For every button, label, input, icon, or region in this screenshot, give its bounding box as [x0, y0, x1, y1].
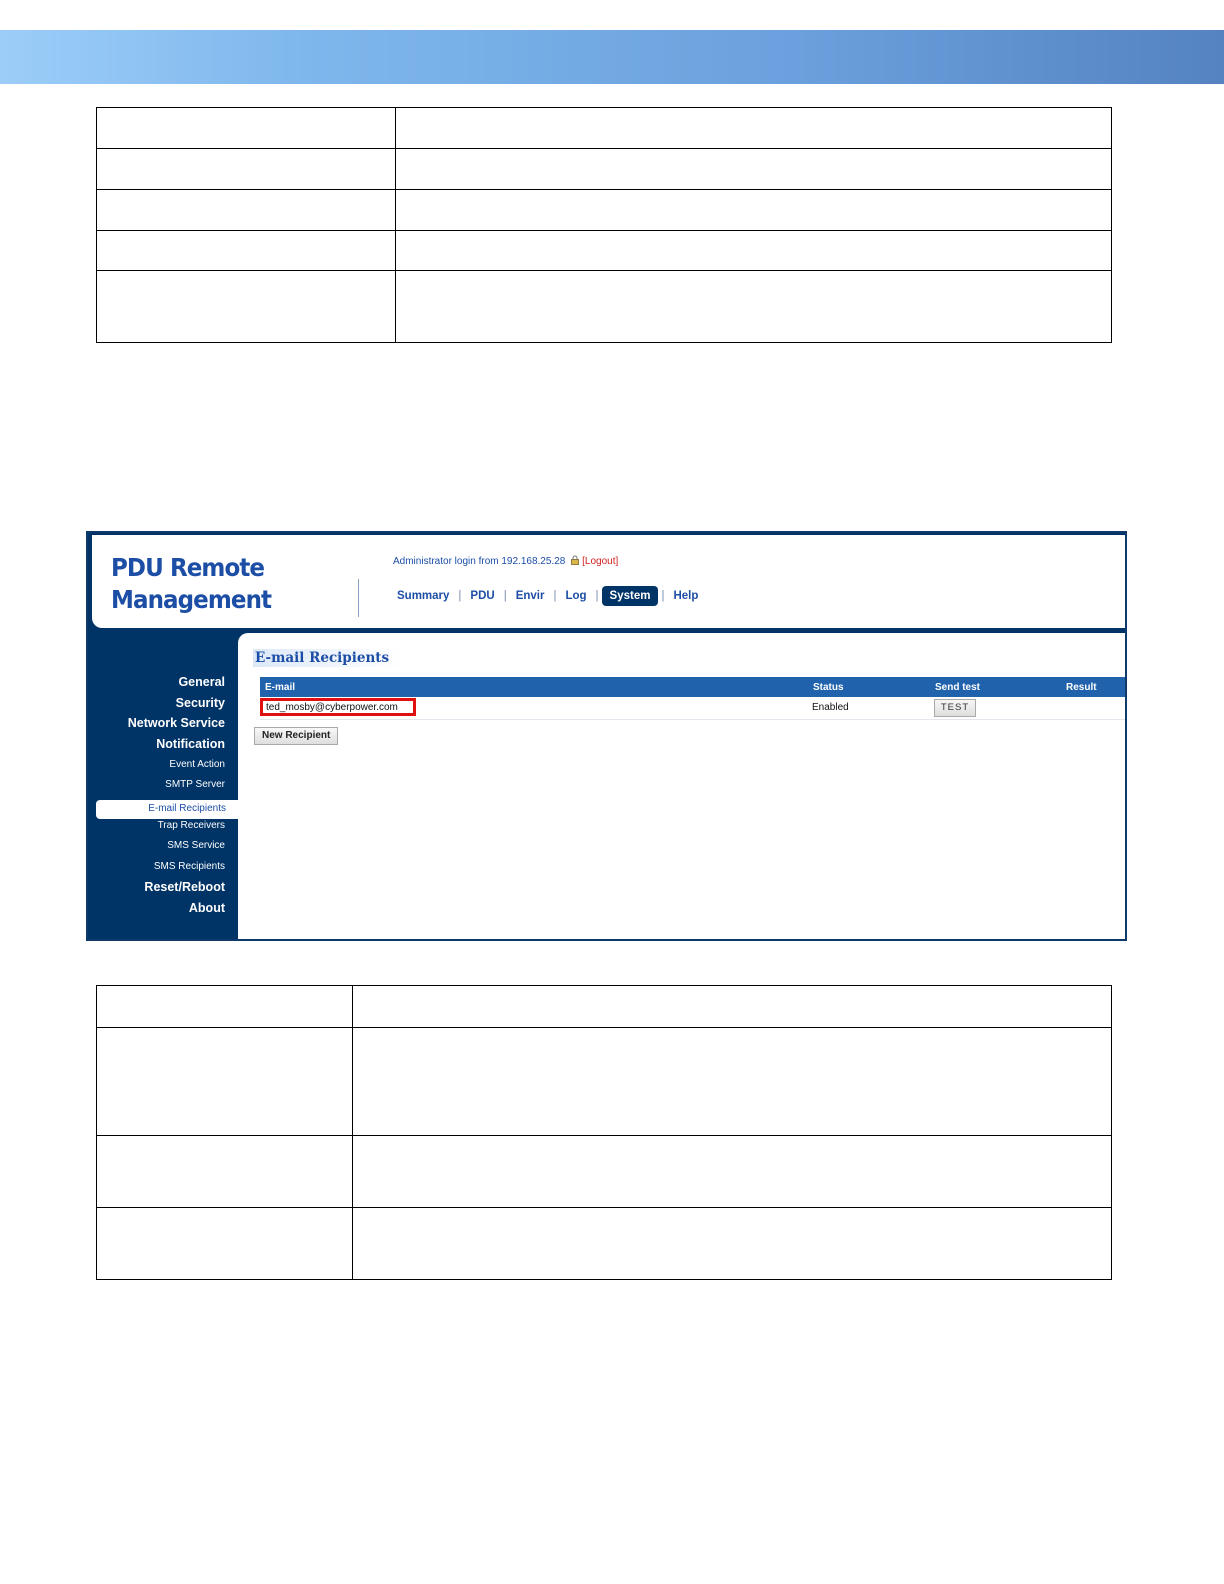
sidebar-item-network-service[interactable]: Network Service: [127, 716, 225, 730]
nav-pdu[interactable]: PDU: [470, 590, 495, 602]
test-button[interactable]: TEST: [934, 699, 976, 717]
recipient-email-link[interactable]: ted_mosby@cyberpower.com: [260, 698, 416, 716]
header-divider: [358, 579, 359, 617]
recipient-status: Enabled: [812, 702, 849, 713]
logo-line-1: PDU Remote: [111, 553, 265, 582]
sidebar-item-general[interactable]: General: [178, 675, 225, 689]
nav-separator: |: [458, 590, 462, 602]
sidebar-item-notification[interactable]: Notification: [156, 737, 225, 751]
sidebar-item-event-action[interactable]: Event Action: [169, 759, 225, 770]
main-content: [238, 633, 1125, 939]
app-logo[interactable]: [111, 552, 271, 616]
nav-envir[interactable]: Envir: [515, 590, 545, 602]
column-header-email: E-mail: [265, 682, 296, 693]
login-status: [393, 555, 618, 567]
nav-log[interactable]: Log: [565, 590, 587, 602]
login-text: Administrator login from 192.168.25.28: [393, 556, 566, 567]
table-cell: [353, 1028, 1112, 1136]
nav-separator: |: [661, 590, 665, 602]
table-cell: [396, 231, 1112, 271]
logout-link[interactable]: [Logout]: [582, 556, 619, 567]
table-cell: [353, 1136, 1112, 1208]
sidebar-item-about[interactable]: About: [188, 901, 225, 915]
nav-summary[interactable]: Summary: [397, 590, 450, 602]
nav-separator: |: [595, 590, 599, 602]
sidebar-item-sms-recipients[interactable]: SMS Recipients: [153, 861, 225, 872]
table-cell: [396, 190, 1112, 231]
nav-help[interactable]: Help: [673, 590, 699, 602]
top-nav: [397, 584, 698, 608]
table-cell: [97, 231, 396, 271]
sidebar-item-trap-receivers[interactable]: Trap Receivers: [157, 820, 225, 831]
table-cell: [396, 108, 1112, 149]
table-cell: [97, 1136, 353, 1208]
lower-table: [96, 985, 1112, 1280]
column-header-send-test: Send test: [935, 682, 981, 693]
sidebar-item-email-recipients[interactable]: [96, 800, 242, 819]
sidebar-item-label: E-mail Recipients: [148, 803, 226, 814]
table-cell: [97, 149, 396, 190]
sidebar-item-reset-reboot[interactable]: Reset/Reboot: [144, 880, 225, 894]
table-cell: [97, 108, 396, 149]
table-cell: [353, 1208, 1112, 1280]
sidebar: [88, 628, 238, 939]
table-cell: [97, 271, 396, 343]
table-row: [260, 697, 1125, 720]
nav-separator: |: [553, 590, 557, 602]
column-header-status: Status: [813, 682, 844, 693]
table-cell: [97, 986, 353, 1028]
sidebar-item-sms-service[interactable]: SMS Service: [167, 840, 225, 851]
recipients-table-header: [260, 677, 1125, 697]
app-header: [92, 535, 1125, 628]
nav-system[interactable]: System: [602, 586, 659, 606]
new-recipient-button[interactable]: New Recipient: [254, 727, 338, 745]
column-header-result: Result: [1066, 682, 1097, 693]
pdu-screenshot: [86, 531, 1127, 941]
table-cell: [97, 190, 396, 231]
table-cell: [396, 149, 1112, 190]
table-cell: [97, 1028, 353, 1136]
sidebar-item-security[interactable]: Security: [175, 696, 225, 710]
table-cell: [97, 1208, 353, 1280]
upper-table: [96, 107, 1112, 343]
page-title: E-mail Recipients: [253, 649, 403, 667]
logo-line-2: Management: [111, 585, 272, 614]
table-cell: [396, 271, 1112, 343]
header-banner: [0, 30, 1224, 84]
lock-icon: [570, 555, 580, 565]
sidebar-item-smtp-server[interactable]: SMTP Server: [165, 779, 225, 790]
nav-separator: |: [503, 590, 507, 602]
table-cell: [353, 986, 1112, 1028]
